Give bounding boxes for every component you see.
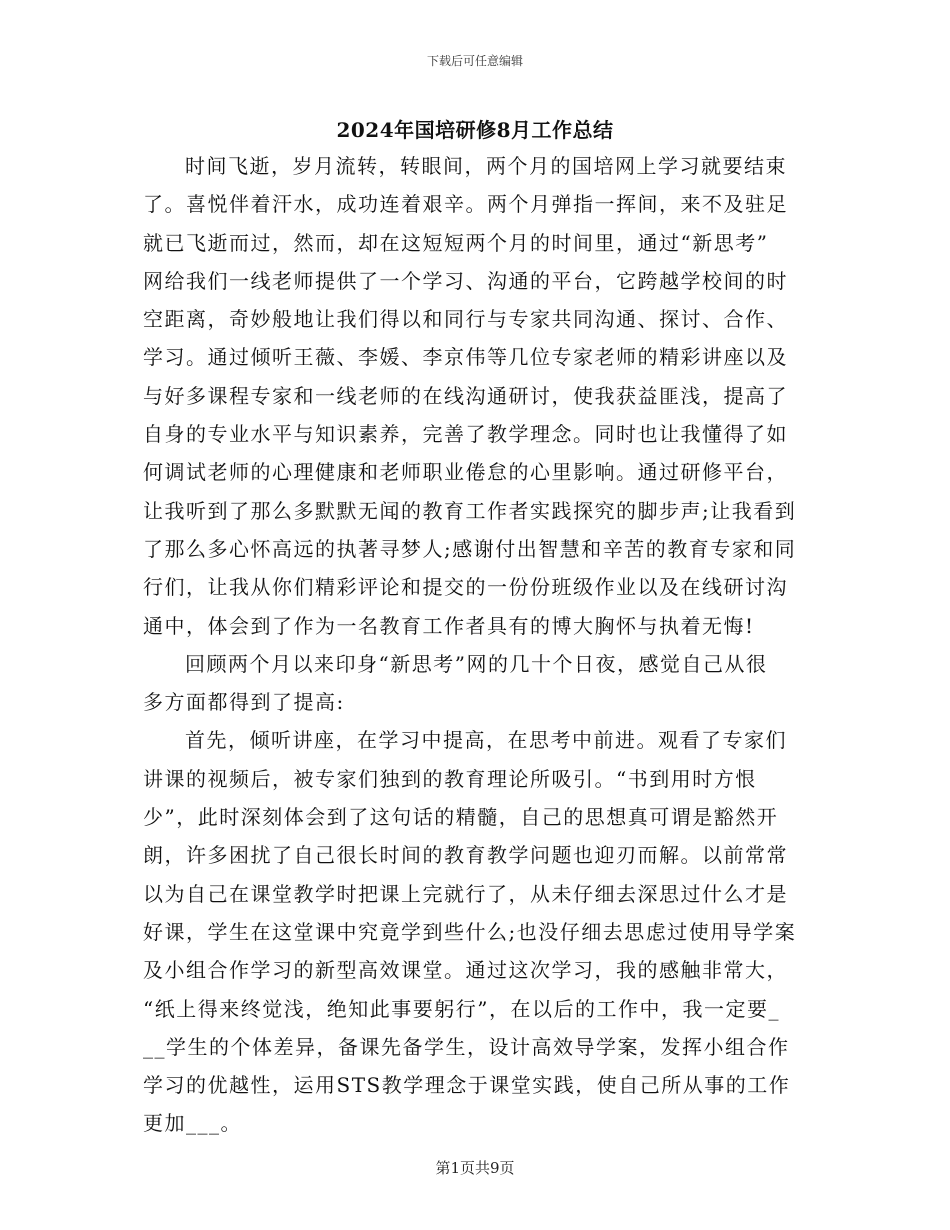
paragraph-line: 及小组合作学习的新型高效课堂。通过这次学习，我的感触非常大， <box>143 958 788 983</box>
paragraph-line: 回顾两个月以来印身“新思考”网的几十个日夜，感觉自己从很 <box>185 651 768 676</box>
paragraph-line: 学习的优越性，运用STS教学理念于课堂实践，使自己所从事的工作 <box>143 1073 791 1098</box>
paragraph-line: 何调试老师的心理健康和老师职业倦怠的心里影响。通过研修平台， <box>143 460 788 485</box>
page-header-note: 下载后可任意编辑 <box>426 54 523 68</box>
paragraph-line: 少”，此时深刻体会到了这句话的精髓，自己的思想真可谓是豁然开 <box>143 805 779 830</box>
paragraph-line: 好课，学生在这堂课中究竟学到些什么;也没仔细去思虑过使用导学案 <box>143 919 797 944</box>
document-body <box>143 147 813 1143</box>
page-number: 第1页共9页 <box>435 1159 515 1177</box>
paragraph-line: 自身的专业水平与知识素养，完善了教学理念。同时也让我懂得了如 <box>143 422 788 447</box>
paragraph-line: 网给我们一线老师提供了一个学习、沟通的平台，它跨越学校间的时 <box>143 268 788 293</box>
paragraph-line: 首先，倾听讲座，在学习中提高，在思考中前进。观看了专家们 <box>185 728 787 753</box>
paragraph-line: 多方面都得到了提高: <box>143 690 345 715</box>
paragraph-line: 了。喜悦伴着汗水，成功连着艰辛。两个月弹指一挥间，来不及驻足 <box>143 192 788 217</box>
paragraph-line: 让我听到了那么多默默无闻的教育工作者实践探究的脚步声;让我看到 <box>143 498 797 523</box>
paragraph-line: 朗，许多困扰了自己很长时间的教育教学问题也迎刃而解。以前常常 <box>143 843 788 868</box>
paragraph-line: 更加___。 <box>143 1111 242 1136</box>
paragraph-line: 时间飞逝，岁月流转，转眼间，两个月的国培网上学习就要结束 <box>185 154 787 178</box>
paragraph-line: 行们，让我从你们精彩评论和提交的一份份班级作业以及在线研讨沟 <box>143 575 788 600</box>
paragraph-line: __学生的个体差异，备课先备学生，设计高效导学案，发挥小组合作 <box>143 1034 790 1059</box>
paragraph-line: 通中，体会到了作为一名教育工作者具有的博大胸怀与执着无悔! <box>143 613 755 638</box>
paragraph-line: 空距离，奇妙般地让我们得以和同行与专家共同沟通、探讨、合作、 <box>143 307 788 332</box>
paragraph-line: 与好多课程专家和一线老师的在线沟通研讨，使我获益匪浅，提高了 <box>143 383 788 408</box>
paragraph-line: “纸上得来终觉浅，绝知此事要躬行”，在以后的工作中，我一定要_ <box>143 996 780 1021</box>
paragraph-line: 以为自己在课堂教学时把课上完就行了，从未仔细去深思过什么才是 <box>143 881 788 906</box>
paragraph-line: 学习。通过倾听王薇、李媛、李京伟等几位专家老师的精彩讲座以及 <box>143 345 788 370</box>
paragraph-line: 讲课的视频后，被专家们独到的教育理论所吸引。“书到用时方恨 <box>143 766 757 791</box>
paragraph-line: 了那么多心怀高远的执著寻梦人;感谢付出智慧和辛苦的教育专家和同 <box>143 536 797 561</box>
paragraph-line: 就已飞逝而过，然而，却在这短短两个月的时间里，通过“新思考” <box>143 230 769 255</box>
document-title: 2024年国培研修8月工作总结 <box>336 118 614 142</box>
